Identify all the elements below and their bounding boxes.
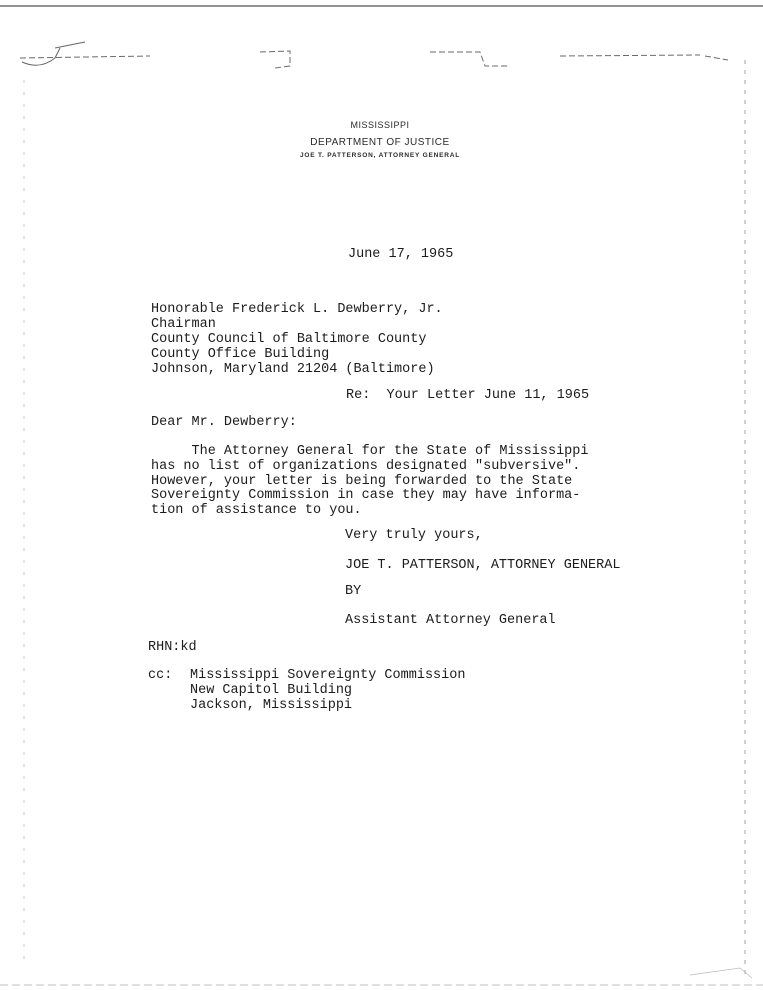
- cc-recipients: [190, 668, 465, 713]
- recipient-line: Johnson, Maryland 21204 (Baltimore): [151, 362, 435, 377]
- recipient-line: Chairman: [151, 317, 216, 332]
- typist-initials: RHN:kd: [148, 640, 197, 655]
- signatory-title: Assistant Attorney General: [345, 613, 556, 628]
- complimentary-close: Very truly yours,: [345, 528, 483, 543]
- letter-body: [151, 445, 588, 519]
- body-line: tion of assistance to you.: [151, 503, 362, 519]
- recipient-line: County Council of Baltimore County: [151, 332, 427, 347]
- body-line: Sovereignty Commission in case they may have informa-: [151, 488, 581, 504]
- letterhead-attorney-general: JOE T. PATTERSON, ATTORNEY GENERAL: [300, 152, 460, 159]
- body-line: However, your letter is being forwarded to the State: [151, 473, 573, 489]
- letterhead-state: MISSISSIPPI: [350, 120, 410, 130]
- recipient-line: Honorable Frederick L. Dewberry, Jr.: [151, 302, 443, 317]
- body-line: The Attorney General for the State of Mississippi: [151, 444, 589, 459]
- reference-line: Re: Your Letter June 11, 1965: [346, 388, 590, 403]
- cc-line: Mississippi Sovereignty Commission: [190, 668, 466, 683]
- letterhead-department: DEPARTMENT OF JUSTICE: [310, 137, 450, 148]
- cc-line: New Capitol Building: [190, 683, 353, 698]
- cc-line: Jackson, Mississippi: [190, 698, 353, 713]
- by-line: BY: [345, 584, 362, 599]
- recipient-line: County Office Building: [151, 347, 330, 362]
- salutation: Dear Mr. Dewberry:: [151, 415, 297, 430]
- cc-label: cc:: [148, 668, 173, 683]
- letter-date: June 17, 1965: [348, 247, 454, 262]
- signatory: JOE T. PATTERSON, ATTORNEY GENERAL: [345, 558, 621, 573]
- body-line: has no list of organizations designated "subversive".: [151, 458, 581, 474]
- recipient-address: [151, 302, 443, 377]
